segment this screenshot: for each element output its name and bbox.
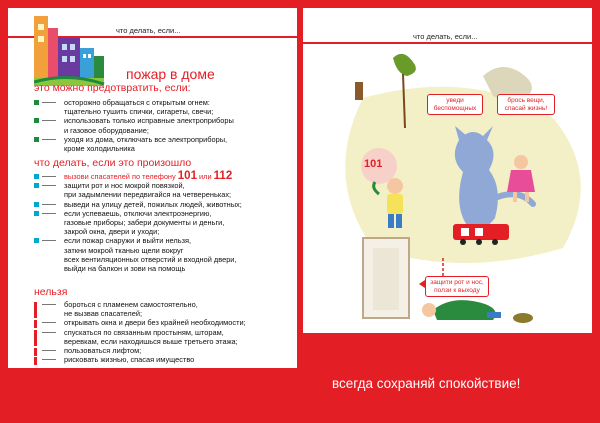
bubble-line: спасай жизнь!: [504, 104, 548, 112]
list-item: [34, 172, 242, 181]
list-item: [34, 300, 246, 318]
item-line: заткни мокрой тканью щели вокруг: [64, 245, 184, 255]
list-item: [34, 200, 242, 209]
bubble-line: защити рот и нос,: [430, 279, 484, 286]
city-buildings-illustration: [34, 12, 110, 88]
dash: [42, 176, 56, 177]
drop-things-bubble: [497, 94, 555, 115]
item-line: выведи на улицу детей, пожилых людей, животных;: [64, 199, 242, 209]
item-line: и газовое оборудование;: [64, 125, 149, 135]
cyan-marker: [34, 183, 39, 188]
dash: [42, 185, 56, 186]
dash: [42, 102, 56, 103]
left-panel: [8, 8, 297, 368]
item-line: защити рот и нос мокрой повязкой,: [64, 181, 185, 191]
item-line: использовать только исправные электроприборы: [64, 116, 234, 126]
red-marker: [34, 302, 37, 318]
item-line: пользоваться лифтом;: [64, 346, 142, 356]
happened-list: [34, 172, 242, 273]
list-item: [34, 328, 246, 346]
item-line: выйди на балкон и зови на помощь: [64, 264, 186, 274]
cyan-marker: [34, 202, 39, 207]
call-prefix: вызови спасателей по телефону: [64, 172, 176, 181]
red-marker: [34, 357, 37, 365]
phone-101-badge: 101: [364, 158, 383, 170]
red-marker: [34, 330, 37, 346]
item-line: закрой окна, двери и уходи;: [64, 227, 160, 237]
list-item: [34, 355, 246, 364]
dash: [42, 359, 56, 360]
item-line: осторожно обращаться с открытым огнем:: [64, 98, 210, 107]
right-header: что делать, если...: [413, 32, 478, 41]
forbidden-heading: нельзя: [34, 286, 68, 298]
bubble-line: брось вещи,: [507, 97, 545, 104]
item-line: уходя из дома, отключать все электроприборы,: [64, 134, 228, 144]
green-marker: [34, 118, 39, 123]
list-item: [34, 346, 246, 355]
green-marker: [34, 137, 39, 142]
bottom-slogan: всегда сохраняй спокойствие!: [332, 376, 521, 391]
bubble-line: ползи к выходу: [434, 286, 480, 294]
cyan-marker: [34, 211, 39, 216]
left-header: что делать, если...: [116, 26, 181, 35]
dash: [42, 322, 56, 323]
list-item: [34, 116, 234, 134]
item-line: если пожар снаружи и выйти нельзя,: [64, 236, 192, 246]
dash: [42, 204, 56, 205]
happened-heading: что делать, если это произошло: [34, 157, 192, 169]
list-item: [34, 98, 234, 116]
item-line: бороться с пламенем самостоятельно,: [64, 300, 198, 309]
green-marker: [34, 100, 39, 105]
prevent-heading: это можно предотвратить, если:: [34, 82, 191, 94]
dash: [42, 120, 56, 121]
crawl-bubble: [425, 276, 489, 297]
cyan-marker: [34, 174, 39, 179]
item-line: веревкам, если находишься выше третьего этажа;: [64, 336, 238, 346]
right-panel: [303, 8, 592, 333]
page-title: пожар в доме: [126, 66, 215, 82]
dash: [42, 332, 56, 333]
item-line: открывать окна и двери без крайней необходимости;: [64, 318, 246, 328]
bubble-line: беспомощных: [433, 104, 477, 112]
dash: [42, 213, 56, 214]
item-line: тщательно тушить спички, сигареты, свечи;: [64, 107, 214, 117]
item-line: кроме холодильника: [64, 144, 135, 154]
bubble-line: уведи: [446, 97, 464, 104]
call-or: или: [199, 172, 212, 181]
dash: [42, 240, 56, 241]
list-item: [34, 209, 242, 237]
item-line: не вызвав спасателей;: [64, 309, 143, 319]
dash: [42, 139, 56, 140]
list-item: [34, 236, 242, 273]
call-line: [64, 172, 242, 181]
phone-101: 101: [177, 170, 197, 182]
save-helpless-bubble: [427, 94, 483, 115]
forbidden-list: [34, 300, 246, 364]
list-item: [34, 135, 234, 153]
dash: [42, 350, 56, 351]
item-line: спускаться по связанным простыням, шторам,: [64, 327, 224, 337]
dash: [42, 304, 56, 305]
item-line: если успеваешь, отключи электроэнергию,: [64, 208, 212, 218]
prevent-list: [34, 98, 234, 153]
list-item: [34, 181, 242, 199]
item-line: газовые приборы; забери документы и деньги,: [64, 218, 225, 228]
header-line: [303, 42, 592, 44]
item-line: при задымлении передвигайся на четвереньках;: [64, 190, 232, 200]
list-item: [34, 318, 246, 327]
item-line: всех вентиляционных отверстий и входной двери,: [64, 254, 237, 264]
item-line: рисковать жизнью, спасая имущество: [64, 355, 195, 365]
cyan-marker: [34, 238, 39, 243]
phone-112: 112: [213, 170, 233, 182]
